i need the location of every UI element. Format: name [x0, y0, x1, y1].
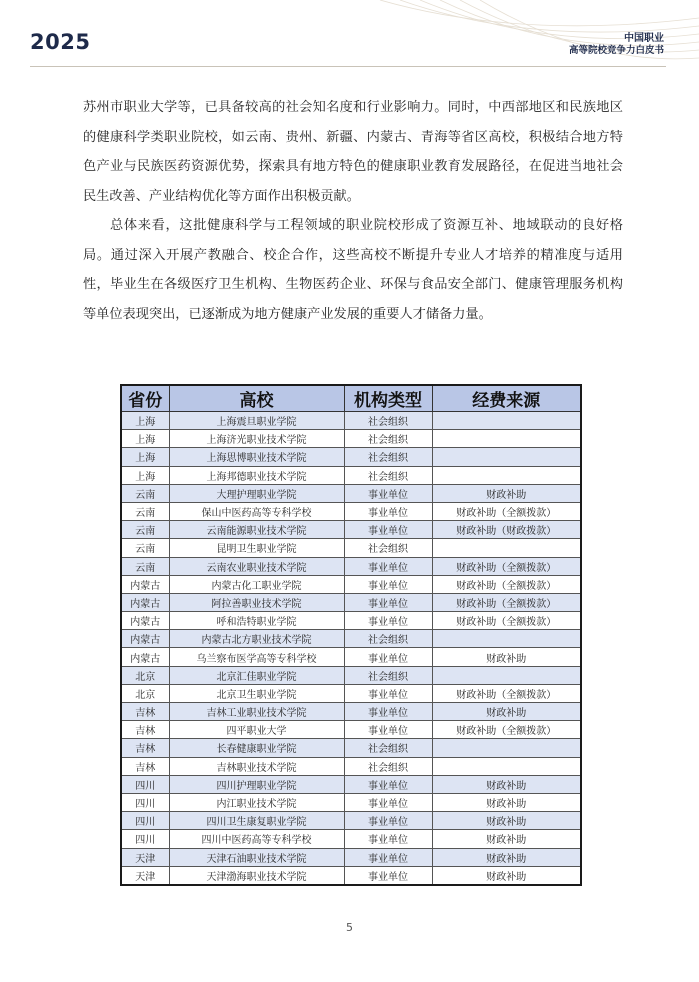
cell-school: 四川卫生康复职业学院 — [169, 812, 344, 830]
cell-school: 大理护理职业学院 — [169, 484, 344, 502]
cell-institution-type: 事业单位 — [344, 612, 432, 630]
cell-institution-type: 事业单位 — [344, 703, 432, 721]
cell-funding-source: 财政补助（财政拨款） — [432, 521, 581, 539]
table-row — [121, 448, 581, 466]
cell-institution-type: 社会组织 — [344, 630, 432, 648]
table-row — [121, 539, 581, 557]
table-row — [121, 739, 581, 757]
cell-province: 云南 — [121, 484, 169, 502]
cell-school: 内蒙古北方职业技术学院 — [169, 630, 344, 648]
cell-province: 北京 — [121, 666, 169, 684]
cell-funding-source: 财政补助 — [432, 703, 581, 721]
cell-institution-type: 社会组织 — [344, 412, 432, 430]
table-row — [121, 848, 581, 866]
table-row — [121, 793, 581, 811]
cell-school: 四川中医药高等专科学校 — [169, 830, 344, 848]
cell-funding-source — [432, 466, 581, 484]
cell-province: 云南 — [121, 539, 169, 557]
cell-institution-type: 事业单位 — [344, 793, 432, 811]
cell-school: 上海震旦职业学院 — [169, 412, 344, 430]
cell-institution-type: 事业单位 — [344, 775, 432, 793]
cell-funding-source — [432, 539, 581, 557]
cell-school: 北京汇佳职业学院 — [169, 666, 344, 684]
cell-institution-type: 社会组织 — [344, 757, 432, 775]
cell-school: 天津渤海职业技术学院 — [169, 866, 344, 885]
cell-funding-source: 财政补助 — [432, 793, 581, 811]
cell-province: 上海 — [121, 448, 169, 466]
cell-province: 云南 — [121, 521, 169, 539]
cell-school: 乌兰察布医学高等专科学校 — [169, 648, 344, 666]
cell-funding-source — [432, 412, 581, 430]
table-row — [121, 575, 581, 593]
cell-school: 上海思博职业技术学院 — [169, 448, 344, 466]
cell-school: 上海济光职业技术学院 — [169, 430, 344, 448]
cell-institution-type: 社会组织 — [344, 739, 432, 757]
table-row — [121, 684, 581, 702]
cell-province: 上海 — [121, 466, 169, 484]
table-row — [121, 593, 581, 611]
header-divider — [30, 66, 666, 67]
cell-school: 内蒙古化工职业学院 — [169, 575, 344, 593]
cell-province: 上海 — [121, 430, 169, 448]
cell-school: 云南能源职业技术学院 — [169, 521, 344, 539]
cell-institution-type: 事业单位 — [344, 557, 432, 575]
table-row — [121, 484, 581, 502]
cell-funding-source: 财政补助 — [432, 775, 581, 793]
cell-school: 上海邦德职业技术学院 — [169, 466, 344, 484]
cell-funding-source: 财政补助（全额拨款） — [432, 502, 581, 520]
cell-province: 内蒙古 — [121, 612, 169, 630]
cell-province: 四川 — [121, 830, 169, 848]
cell-funding-source: 财政补助 — [432, 830, 581, 848]
report-brand — [569, 33, 664, 57]
brand-line-2: 高等院校竞争力白皮书 — [568, 45, 664, 56]
cell-funding-source — [432, 448, 581, 466]
cell-school: 阿拉善职业技术学院 — [169, 593, 344, 611]
table-row — [121, 703, 581, 721]
cell-funding-source: 财政补助 — [432, 866, 581, 885]
cell-province: 吉林 — [121, 721, 169, 739]
brand-line-1: 中国职业 — [624, 33, 664, 44]
cell-province: 吉林 — [121, 739, 169, 757]
cell-province: 内蒙古 — [121, 648, 169, 666]
cell-school: 长春健康职业学院 — [169, 739, 344, 757]
header-funding-source: 经费来源 — [432, 385, 581, 412]
paragraph-1: 苏州市职业大学等，已具备较高的社会知名度和行业影响力。同时，中西部地区和民族地区的健康科学类职业院校，如云南、贵州、新疆、内蒙古、青海等省区高校，积极结合地方特色产业与民族医药资源优势，探索具有地方特色的健康职业教育发展路径，在促进当地社会民生改善、产业结构优化等方面作出积极贡献。 — [83, 100, 623, 204]
table-row — [121, 812, 581, 830]
cell-funding-source — [432, 630, 581, 648]
cell-institution-type: 事业单位 — [344, 521, 432, 539]
cell-school: 呼和浩特职业学院 — [169, 612, 344, 630]
body-text — [83, 93, 623, 329]
cell-institution-type: 事业单位 — [344, 575, 432, 593]
cell-province: 天津 — [121, 848, 169, 866]
cell-institution-type: 事业单位 — [344, 812, 432, 830]
cell-school: 昆明卫生职业学院 — [169, 539, 344, 557]
cell-funding-source: 财政补助（全额拨款） — [432, 593, 581, 611]
table-row — [121, 866, 581, 885]
cell-funding-source: 财政补助（全额拨款） — [432, 721, 581, 739]
paragraph-2: 总体来看，这批健康科学与工程领域的职业院校形成了资源互补、地域联动的良好格局。通过深入开展产教融合、校企合作，这些高校不断提升专业人才培养的精准度与适用性，毕业生在各级医疗卫生机构、生物医药企业、环保与食品安全部门、健康管理服务机构等单位表现突出，已逐渐成为地方健康产业发展的重要人才储备力量。 — [83, 218, 623, 322]
cell-province: 内蒙古 — [121, 593, 169, 611]
cell-school: 天津石油职业技术学院 — [169, 848, 344, 866]
cell-school: 云南农业职业技术学院 — [169, 557, 344, 575]
header-institution-type: 机构类型 — [344, 385, 432, 412]
cell-institution-type: 事业单位 — [344, 484, 432, 502]
cell-institution-type: 社会组织 — [344, 539, 432, 557]
cell-funding-source: 财政补助（全额拨款） — [432, 575, 581, 593]
cell-province: 北京 — [121, 684, 169, 702]
cell-province: 云南 — [121, 557, 169, 575]
table-row — [121, 830, 581, 848]
cell-institution-type: 事业单位 — [344, 684, 432, 702]
table-row — [121, 430, 581, 448]
table-row — [121, 612, 581, 630]
cell-institution-type: 事业单位 — [344, 593, 432, 611]
cell-funding-source: 财政补助 — [432, 848, 581, 866]
cell-funding-source — [432, 666, 581, 684]
cell-funding-source — [432, 430, 581, 448]
cell-funding-source: 财政补助（全额拨款） — [432, 684, 581, 702]
cell-province: 内蒙古 — [121, 630, 169, 648]
cell-province: 内蒙古 — [121, 575, 169, 593]
cell-institution-type: 社会组织 — [344, 448, 432, 466]
page-number: 5 — [346, 921, 353, 934]
table-row — [121, 521, 581, 539]
cell-school: 吉林职业技术学院 — [169, 757, 344, 775]
header-school: 高校 — [169, 385, 344, 412]
table-row — [121, 466, 581, 484]
cell-province: 上海 — [121, 412, 169, 430]
cell-funding-source — [432, 739, 581, 757]
table-row — [121, 557, 581, 575]
cell-school: 保山中医药高等专科学校 — [169, 502, 344, 520]
cell-province: 天津 — [121, 866, 169, 885]
cell-institution-type: 事业单位 — [344, 866, 432, 885]
cell-school: 吉林工业职业技术学院 — [169, 703, 344, 721]
cell-institution-type: 事业单位 — [344, 648, 432, 666]
table-row — [121, 630, 581, 648]
table-row — [121, 757, 581, 775]
cell-institution-type: 事业单位 — [344, 830, 432, 848]
cell-school: 四平职业大学 — [169, 721, 344, 739]
table-row — [121, 775, 581, 793]
cell-province: 云南 — [121, 502, 169, 520]
table-row — [121, 412, 581, 430]
cell-province: 吉林 — [121, 757, 169, 775]
table-row — [121, 502, 581, 520]
cell-province: 四川 — [121, 793, 169, 811]
cell-province: 吉林 — [121, 703, 169, 721]
cell-school: 内江职业技术学院 — [169, 793, 344, 811]
cell-province: 四川 — [121, 812, 169, 830]
cell-funding-source: 财政补助（全额拨款） — [432, 557, 581, 575]
cell-institution-type: 社会组织 — [344, 430, 432, 448]
table-row — [121, 666, 581, 684]
cell-funding-source: 财政补助 — [432, 812, 581, 830]
institution-table — [120, 384, 582, 886]
cell-funding-source — [432, 757, 581, 775]
table-row — [121, 721, 581, 739]
cell-funding-source: 财政补助 — [432, 484, 581, 502]
cell-institution-type: 事业单位 — [344, 502, 432, 520]
cell-institution-type: 社会组织 — [344, 666, 432, 684]
cell-province: 四川 — [121, 775, 169, 793]
report-year: 2025 — [30, 30, 91, 54]
cell-funding-source: 财政补助 — [432, 648, 581, 666]
cell-school: 北京卫生职业学院 — [169, 684, 344, 702]
cell-institution-type: 社会组织 — [344, 466, 432, 484]
cell-funding-source: 财政补助（全额拨款） — [432, 612, 581, 630]
table-row — [121, 648, 581, 666]
cell-school: 四川护理职业学院 — [169, 775, 344, 793]
table-header-row — [121, 385, 581, 412]
header-province: 省份 — [121, 385, 169, 412]
cell-institution-type: 事业单位 — [344, 721, 432, 739]
cell-institution-type: 事业单位 — [344, 848, 432, 866]
